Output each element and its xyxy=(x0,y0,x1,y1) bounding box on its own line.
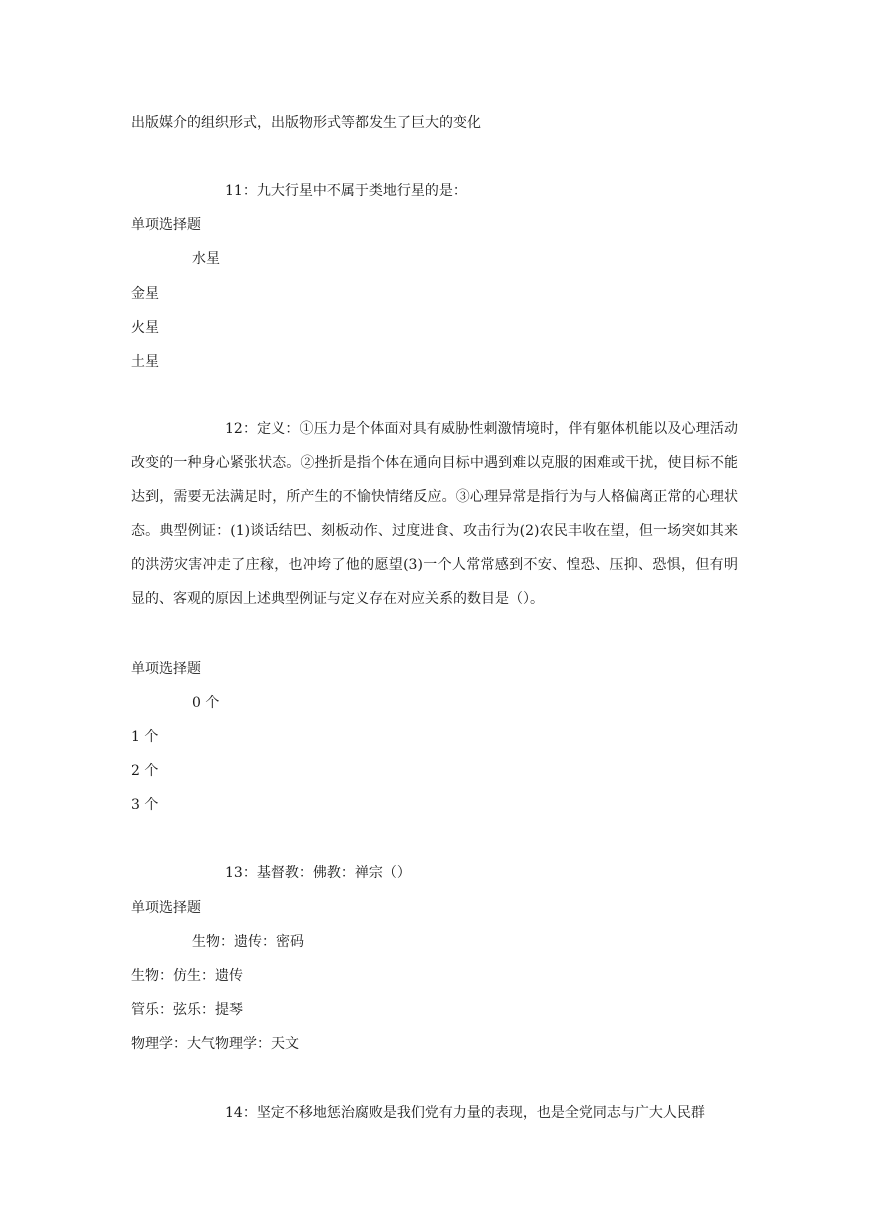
question-stem: 13：基督教：佛教：禅宗（） xyxy=(225,865,411,881)
option-a: 生物：遗传：密码 xyxy=(192,934,304,950)
option-c: 2 个 xyxy=(131,763,159,779)
option-d: 土星 xyxy=(131,354,159,370)
intro-tail: 出版媒介的组织形式，出版物形式等都发生了巨大的变化 xyxy=(131,115,481,131)
question-type: 单项选择题 xyxy=(131,900,201,916)
question-type: 单项选择题 xyxy=(131,217,201,233)
option-b: 1 个 xyxy=(131,729,159,745)
option-b: 生物：仿生：遗传 xyxy=(131,968,243,984)
option-a: 水星 xyxy=(192,251,220,267)
option-a: 0 个 xyxy=(192,695,220,711)
option-c: 火星 xyxy=(131,320,159,336)
option-d: 物理学：大气物理学：天文 xyxy=(131,1036,299,1052)
option-b: 金星 xyxy=(131,286,159,302)
option-d: 3 个 xyxy=(131,797,159,813)
question-stem: 14：坚定不移地惩治腐败是我们党有力量的表现，也是全党同志与广大人民群 xyxy=(225,1105,705,1121)
question-stem: 12：定义：①压力是个体面对具有威胁性刺激情境时，伴有躯体机能以及心理活动改变的一种身心紧张状态。②挫折是指个体在通向目标中遇到难以克服的困难或干扰，使目标不能达到，需要无法满足时，所产生的不愉快情绪反应。③心理异常是指行为与人格偏离正常的心理状态。典型例证：(1)谈话结巴、刻板动作、过度进食、攻击行为(2)农民丰收在望，但一场突如其来的洪涝灾害冲走了庄稼，也冲垮了他的愿望(3)一个人常常感到不安、惶恐、压抑、恐惧，但有明显的、客观的原因上述典型例证与定义存在对应关系的数目是（）。 xyxy=(131,421,738,607)
question-type: 单项选择题 xyxy=(131,661,201,677)
question-stem: 11：九大行星中不属于类地行星的是： xyxy=(225,183,467,199)
option-c: 管乐：弦乐：提琴 xyxy=(131,1002,243,1018)
